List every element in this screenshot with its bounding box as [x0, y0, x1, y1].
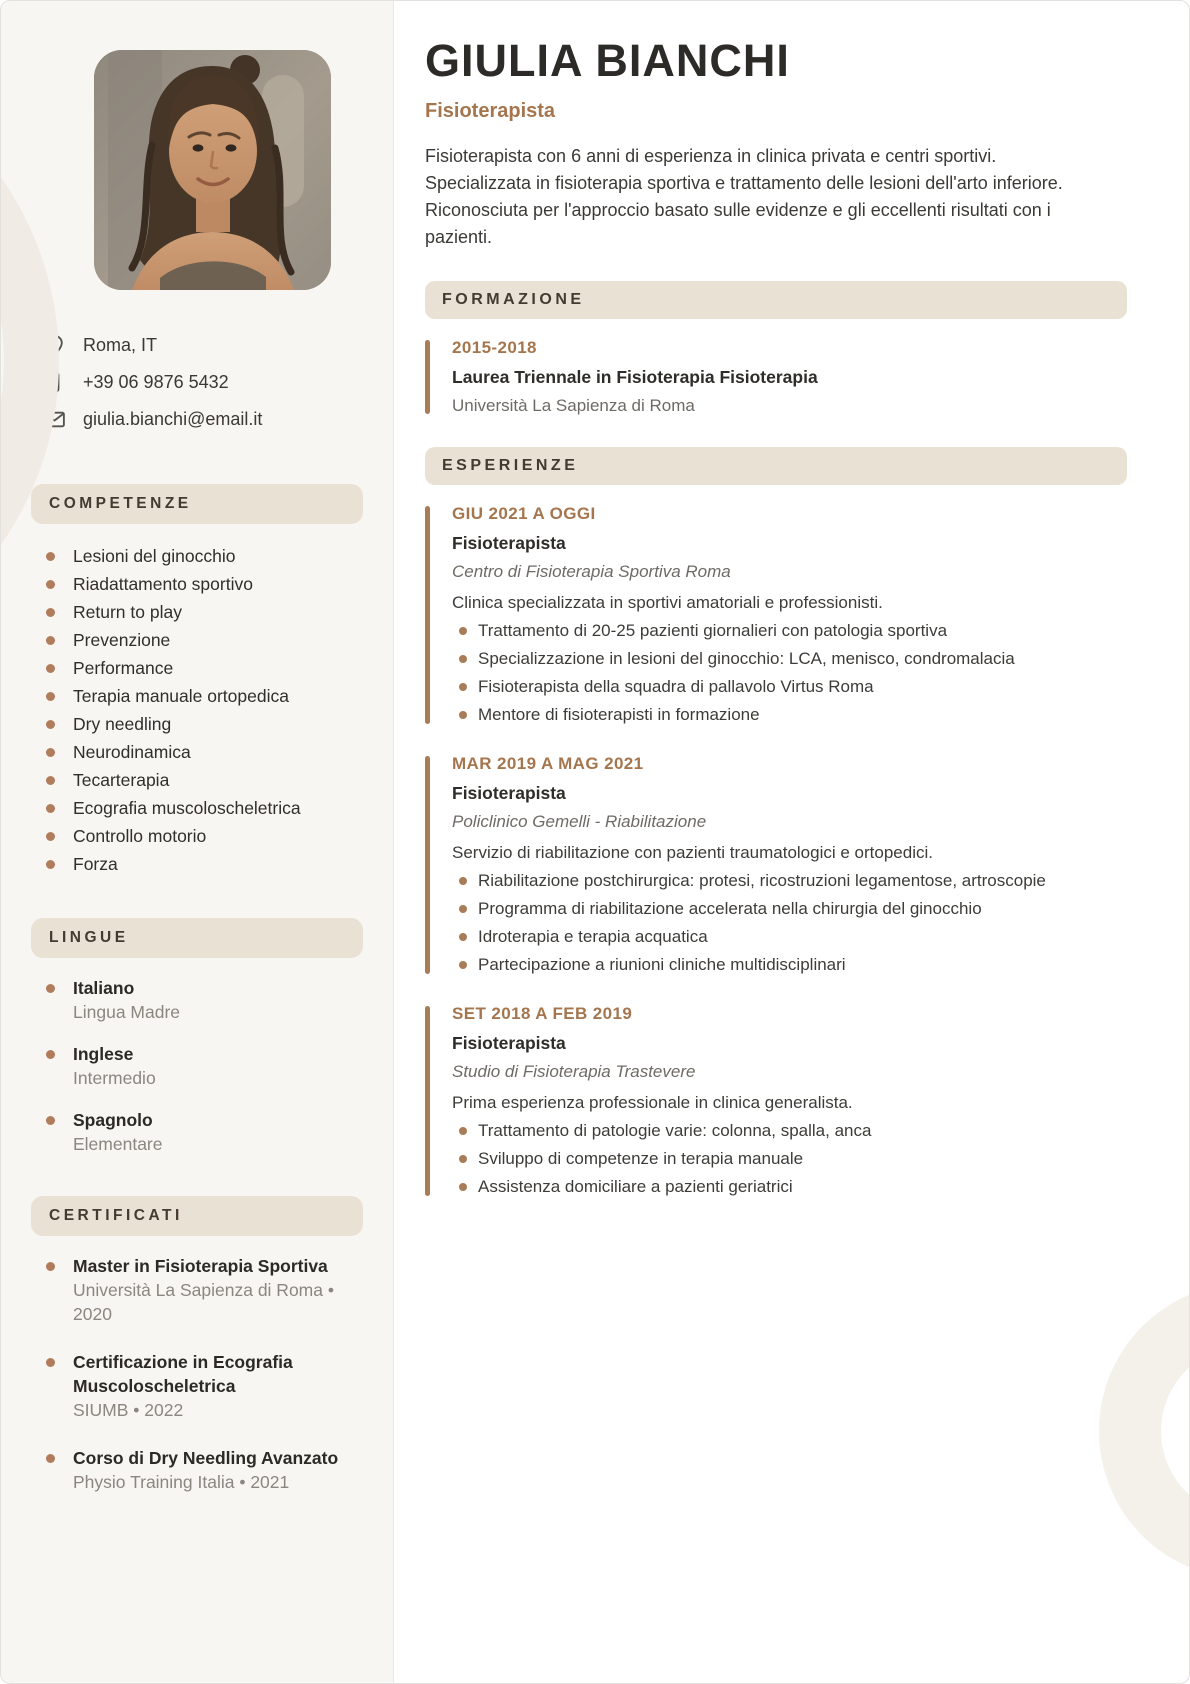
person-name: GIULIA BIANCHI — [425, 35, 790, 86]
contact-email — [41, 406, 363, 432]
experience-bullets — [452, 1118, 1127, 1199]
sidebar — [1, 1, 394, 1683]
certificate-item — [43, 1254, 363, 1326]
sidebar-heading-certificati: CERTIFICATI — [31, 1196, 363, 1236]
contact-location — [41, 332, 363, 358]
person-job-title: Fisioterapista — [425, 100, 556, 123]
experience-bullet: Programma di riabilitazione accelerata nella chirurgia del ginocchio — [452, 896, 1097, 921]
education-title: Laurea Triennale in Fisioterapia Fisioterapia — [452, 367, 818, 388]
experience-bullet: Fisioterapista della squadra di pallavolo Virtus Roma — [452, 674, 1097, 699]
certificate-name: Corso di Dry Needling Avanzato — [73, 1448, 339, 1468]
experience-bullet: Trattamento di 20-25 pazienti giornalieri con patologia sportiva — [452, 618, 1097, 643]
experience-company: Centro di Fisioterapia Sportiva Roma — [452, 562, 731, 582]
lingue-list — [31, 976, 363, 1156]
experience-bullet: Sviluppo di competenze in terapia manuale — [452, 1146, 1097, 1171]
contact-block — [31, 332, 363, 432]
experience-entry — [425, 1003, 1127, 1199]
language-level: Intermedio — [73, 1068, 156, 1088]
experience-description: Servizio di riabilitazione con pazienti traumatologici e ortopedici. — [452, 843, 933, 863]
language-item — [43, 1042, 363, 1090]
sidebar-heading-competenze: COMPETENZE — [31, 484, 363, 524]
language-level: Lingua Madre — [73, 1002, 181, 1022]
competenze-list — [31, 542, 363, 878]
certificate-name: Master in Fisioterapia Sportiva — [73, 1256, 328, 1276]
skill-item: Riadattamento sportivo — [43, 570, 363, 598]
experience-bullet: Idroterapia e terapia acquatica — [452, 924, 1097, 949]
education-date: 2015-2018 — [452, 338, 537, 358]
skill-item: Forza — [43, 850, 363, 878]
contact-phone-text: +39 06 9876 5432 — [83, 371, 229, 392]
experience-bullet: Trattamento di patologie varie: colonna, spalla, anca — [452, 1118, 1097, 1143]
experience-bullet: Mentore di fisioterapisti in formazione — [452, 702, 1097, 727]
experience-description: Prima esperienza professionale in clinica generalista. — [452, 1093, 853, 1113]
summary-paragraph: Fisioterapista con 6 anni di esperienza in clinica privata e centri sportivi. Specializzata in fisioterapia sportiva e trattamento delle lesioni dell'arto inferiore. Riconosciuta per l'approccio basato sulle evidenze e gli eccellenti risultati con i pazienti. — [425, 146, 1063, 248]
esperienze-entries — [425, 503, 1127, 1199]
contact-location-text: Roma, IT — [83, 334, 158, 355]
certificate-item — [43, 1446, 363, 1494]
skill-item: Prevenzione — [43, 626, 363, 654]
profile-photo — [94, 50, 331, 290]
skill-item: Terapia manuale ortopedica — [43, 682, 363, 710]
decorative-ring-bottom-right — [1099, 1283, 1190, 1579]
experience-bullets — [452, 618, 1127, 727]
portrait-illustration — [94, 50, 331, 290]
experience-bullets — [452, 868, 1127, 977]
certificate-issuer: SIUMB • 2022 — [73, 1400, 184, 1420]
language-name: Inglese — [73, 1044, 134, 1064]
language-name: Italiano — [73, 978, 135, 998]
skill-item: Dry needling — [43, 710, 363, 738]
certificate-name: Certificazione in Ecografia Muscoloscheletrica — [73, 1352, 293, 1396]
main-column — [394, 1, 1189, 1265]
experience-company: Studio di Fisioterapia Trastevere — [452, 1062, 696, 1082]
smartphone-icon — [41, 369, 67, 395]
language-item — [43, 1108, 363, 1156]
skill-item: Return to play — [43, 598, 363, 626]
contact-phone — [41, 369, 363, 395]
skill-item: Ecografia muscoloscheletrica — [43, 794, 363, 822]
experience-date: MAR 2019 A MAG 2021 — [452, 754, 644, 774]
certificate-item — [43, 1350, 363, 1422]
experience-company: Policlinico Gemelli - Riabilitazione — [452, 812, 707, 832]
location-pin-icon — [41, 332, 67, 358]
section-heading-formazione: FORMAZIONE — [425, 281, 1127, 319]
experience-date: GIU 2021 A OGGI — [452, 504, 596, 524]
envelope-icon — [41, 406, 67, 432]
experience-date: SET 2018 A FEB 2019 — [452, 1004, 633, 1024]
language-level: Elementare — [73, 1134, 163, 1154]
experience-role: Fisioterapista — [452, 783, 566, 804]
experience-bullet: Specializzazione in lesioni del ginocchio: LCA, menisco, condromalacia — [452, 646, 1097, 671]
experience-bullet: Partecipazione a riunioni cliniche multidisciplinari — [452, 952, 1097, 977]
language-item — [43, 976, 363, 1024]
experience-description: Clinica specializzata in sportivi amatoriali e professionisti. — [452, 593, 883, 613]
experience-entry — [425, 503, 1127, 727]
certificati-list — [31, 1254, 363, 1494]
skill-item: Lesioni del ginocchio — [43, 542, 363, 570]
certificate-issuer: Physio Training Italia • 2021 — [73, 1472, 290, 1492]
formazione-entries — [425, 337, 1127, 417]
skill-item: Performance — [43, 654, 363, 682]
education-institution: Università La Sapienza di Roma — [452, 396, 695, 416]
language-name: Spagnolo — [73, 1110, 153, 1130]
section-heading-esperienze: ESPERIENZE — [425, 447, 1127, 485]
experience-role: Fisioterapista — [452, 1033, 566, 1054]
experience-bullet: Riabilitazione postchirurgica: protesi, ricostruzioni legamentose, artroscopie — [452, 868, 1097, 893]
education-entry — [425, 337, 1127, 417]
experience-role: Fisioterapista — [452, 533, 566, 554]
skill-item: Neurodinamica — [43, 738, 363, 766]
sidebar-heading-lingue: LINGUE — [31, 918, 363, 958]
skill-item: Tecarterapia — [43, 766, 363, 794]
contact-email-text: giulia.bianchi@email.it — [83, 408, 263, 429]
experience-entry — [425, 753, 1127, 977]
experience-bullet: Assistenza domiciliare a pazienti geriatrici — [452, 1174, 1097, 1199]
skill-item: Controllo motorio — [43, 822, 363, 850]
certificate-issuer: Università La Sapienza di Roma • 2020 — [73, 1280, 334, 1324]
